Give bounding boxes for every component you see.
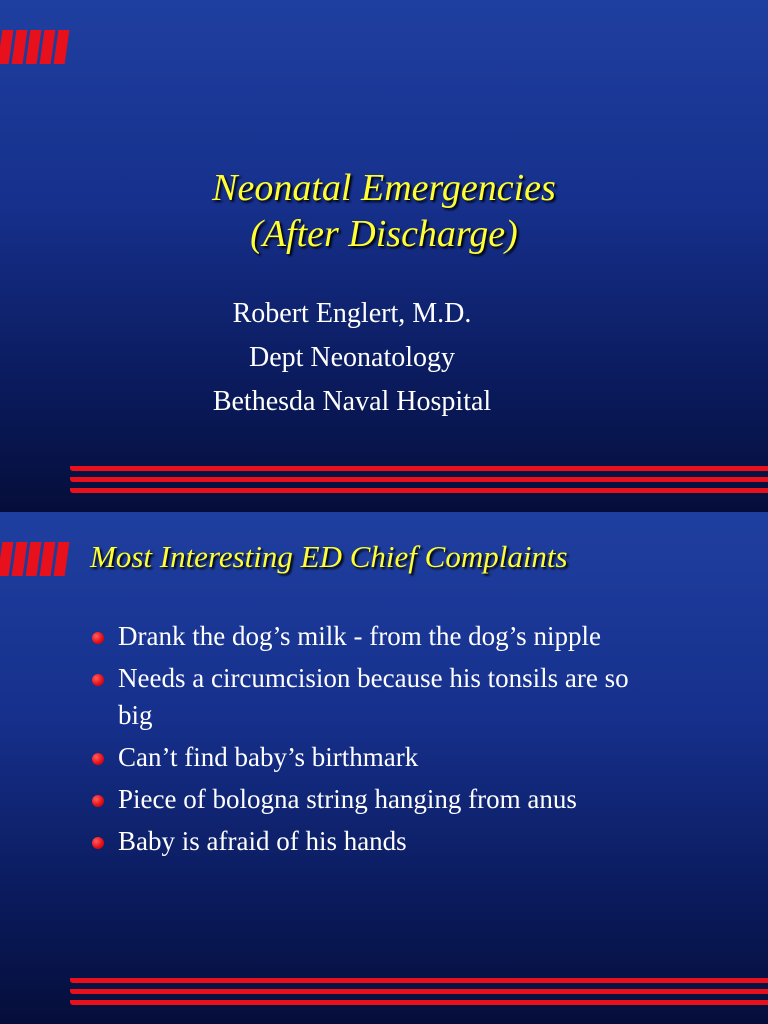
- list-item-text: Needs a circumcision because his tonsils are so big: [118, 663, 629, 730]
- footer-divider-icon: [70, 466, 768, 499]
- slide-complaints: [0, 512, 768, 1024]
- title-line-1: Neonatal Emergencies: [212, 167, 556, 209]
- red-bar: [40, 30, 56, 64]
- divider-line: [70, 989, 768, 994]
- list-item: [90, 823, 650, 860]
- title-line-2: (After Discharge): [250, 213, 518, 255]
- red-bar: [26, 542, 42, 576]
- divider-line: [70, 978, 768, 983]
- slide-heading: Most Interesting ED Chief Complaints: [90, 539, 568, 574]
- red-bar: [12, 542, 28, 576]
- red-bar: [26, 30, 42, 64]
- divider-line: [70, 488, 768, 493]
- presenter-name: Robert Englert, M.D.: [232, 298, 472, 329]
- red-dot-bullet-icon: [92, 795, 104, 807]
- presenter-department: Dept Neonatology: [248, 342, 456, 373]
- red-dot-bullet-icon: [92, 674, 104, 686]
- complaint-list: [90, 618, 650, 865]
- list-item: [90, 739, 650, 776]
- divider-line: [70, 1000, 768, 1005]
- red-bar: [54, 30, 70, 64]
- red-bars-icon: [0, 30, 67, 64]
- list-item-text: Piece of bologna string hanging from anus: [118, 784, 577, 814]
- red-dot-bullet-icon: [92, 632, 104, 644]
- red-bar: [40, 542, 56, 576]
- list-item: [90, 781, 650, 818]
- list-item-text: Drank the dog’s milk - from the dog’s nipple: [118, 621, 601, 651]
- list-item: [90, 660, 650, 734]
- red-bar: [12, 30, 28, 64]
- red-dot-bullet-icon: [92, 837, 104, 849]
- list-item-text: Can’t find baby’s birthmark: [118, 742, 419, 772]
- list-item-text: Baby is afraid of his hands: [118, 826, 407, 856]
- presenter-block: [0, 292, 704, 424]
- red-bar: [54, 542, 70, 576]
- red-dot-bullet-icon: [92, 753, 104, 765]
- red-bars-icon: [0, 542, 67, 576]
- divider-line: [70, 477, 768, 482]
- footer-divider-icon: [70, 978, 768, 1011]
- list-item: [90, 618, 650, 655]
- divider-line: [70, 466, 768, 471]
- slide-title-heading: [0, 165, 768, 257]
- presenter-institution: Bethesda Naval Hospital: [212, 386, 492, 417]
